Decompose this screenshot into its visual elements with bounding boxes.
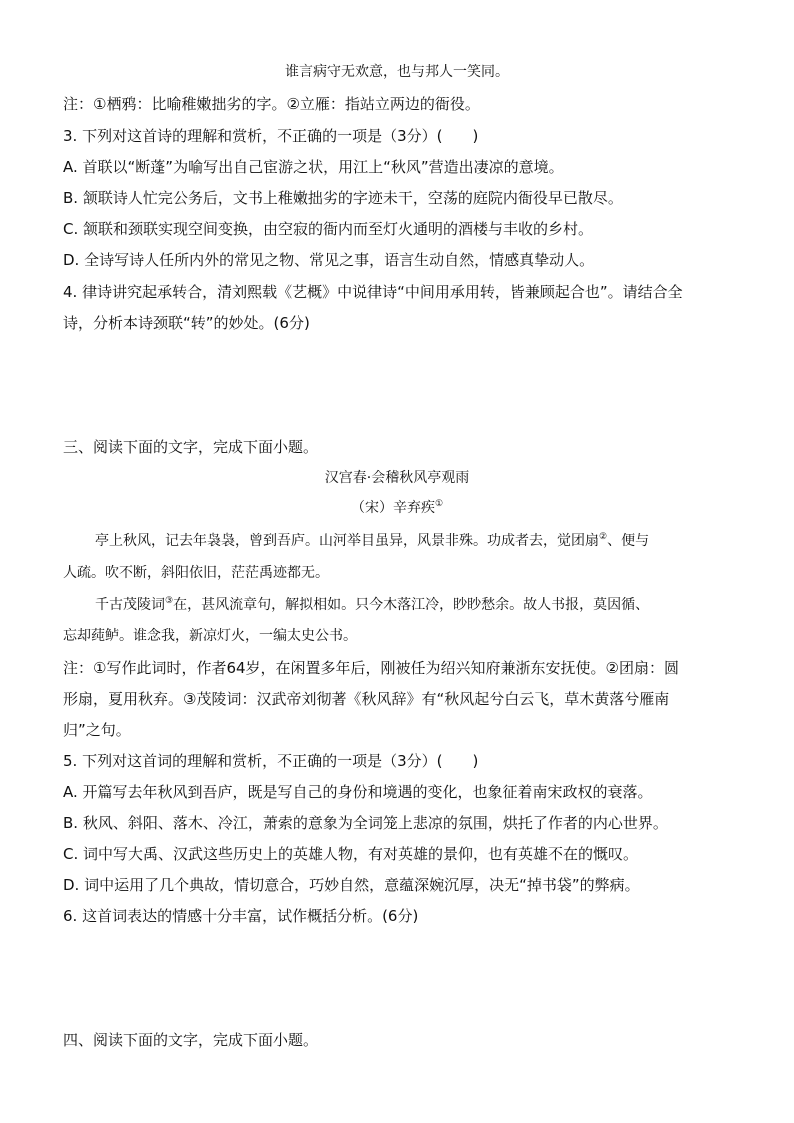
q3-stem: 3. 下列对这首诗的理解和赏析，不正确的一项是（3分）( ) [63,127,479,145]
ci-note-line-1: 注：①写作此词时，作者64岁，在闲置多年后，刚被任为绍兴知府兼浙东安抚使。②团扇：圆 [63,659,679,677]
poem1-closing-line: 谁言病守无欢意，也与邦人一笑同。 [285,64,509,80]
ci-stanza-2-line-2: 忘却莼鲈。谁念我，新凉灯火，一编太史公书。 [63,628,357,644]
ci-note-line-3: 归”之句。 [63,721,131,739]
section4-heading: 四、阅读下面的文字，完成下面小题。 [63,1031,319,1049]
ci-author [0,498,794,518]
q6-stem: 6. 这首词表达的情感十分丰富，试作概括分析。(6分) [63,907,419,925]
ci-note-line-2: 形扇，夏用秋弃。③茂陵词：汉武帝刘彻著《秋风辞》有“秋风起兮白云飞，草木黄落兮雁南 [63,690,670,708]
q3-option-d: D. 全诗写诗人任所内外的常见之物、常见之事，语言生动自然，情感真挚动人。 [63,251,595,269]
ci-note-mark-3: ③ [165,596,174,606]
ci-stanza-1-line-1 [95,531,649,551]
ci-stanza-2-text-b: 在，甚风流章句，解拟相如。只今木落江冷，眇眇愁余。故人书报，莫因循、 [173,597,650,613]
q5-option-a: A. 开篇写去年秋风到吾庐，既是写自己的身份和境遇的变化，也象征着南宋政权的衰落。 [63,783,653,801]
section3-heading: 三、阅读下面的文字，完成下面小题。 [63,438,319,456]
ci-author-name: （宋）辛弃疾 [350,500,435,516]
q5-option-b: B. 秋风、斜阳、落木、冷江，萧索的意象为全词笼上悲凉的氛围，烘托了作者的内心世界。 [63,814,668,832]
ci-stanza-2-text-a: 千古茂陵词 [95,597,165,613]
q4-line-1: 4. 律诗讲究起承转合，清刘熙载《艺概》中说律诗“中间用承用转，皆兼顾起合也”。请结合全 [63,283,683,301]
q5-stem: 5. 下列对这首词的理解和赏析，不正确的一项是（3分）( ) [63,752,479,770]
ci-stanza-1-text-b: 、便与 [607,533,650,549]
ci-stanza-1-line-2: 人疏。吹不断，斜阳依旧，茫茫禹迹都无。 [63,565,329,581]
q5-option-d: D. 词中运用了几个典故，情切意合，巧妙自然，意蕴深婉沉厚，决无“掉书袋”的弊病。 [63,876,640,894]
q5-option-c: C. 词中写大禹、汉武这些历史上的英雄人物，有对英雄的景仰，也有英雄不在的慨叹。 [63,845,639,863]
ci-title: 汉宫春·会稽秋风亭观雨 [324,470,470,486]
poem1-notes: 注：①栖鸦：比喻稚嫩拙劣的字。②立雁：指站立两边的衙役。 [63,95,480,113]
q3-option-a: A. 首联以“断蓬”为喻写出自己宦游之状，用江上“秋风”营造出凄凉的意境。 [63,158,564,176]
ci-stanza-2-line-1 [95,595,649,615]
ci-stanza-1-text-a: 亭上秋风，记去年袅袅，曾到吾庐。山河举目虽异，风景非殊。功成者去，觉团扇 [95,533,599,549]
ci-note-mark-2: ② [599,532,608,542]
q3-option-b: B. 颔联诗人忙完公务后，文书上稚嫩拙劣的字迹未干，空荡的庭院内衙役早已散尽。 [63,189,623,207]
q4-line-2: 诗，分析本诗颈联“转”的妙处。(6分) [63,314,310,332]
ci-author-note-mark: ① [434,499,444,509]
q3-option-c: C. 颔联和颈联实现空间变换，由空寂的衙内而至灯火通明的酒楼与丰收的乡村。 [63,220,594,238]
